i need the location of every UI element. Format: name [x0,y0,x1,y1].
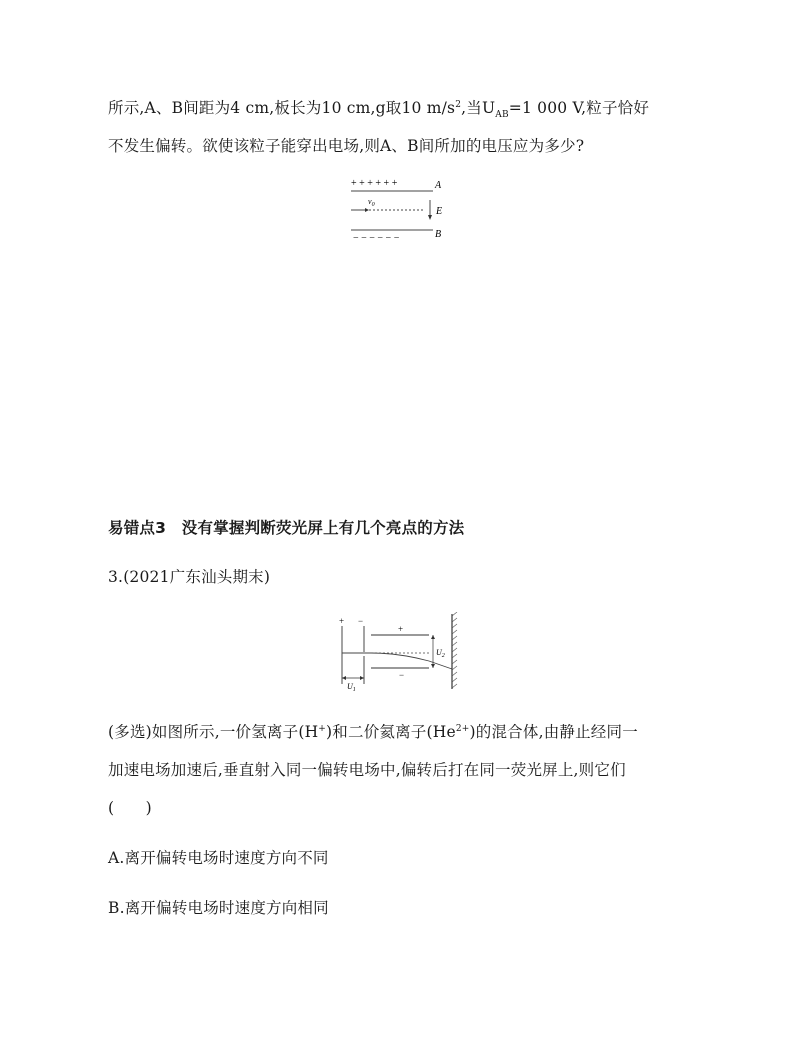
accel-minus: − [358,616,364,626]
plate-b-label: B [435,229,442,240]
option-b: B.离开偏转电场时速度方向相同 [108,899,329,917]
problem3-source: 3.(2021广东汕头期末) [108,568,271,586]
velocity-arrowhead [365,208,369,212]
section-heading: 易错点3 没有掌握判断荧光屏上有几个亮点的方法 [108,519,465,537]
u1-arrowhead-left [342,676,346,680]
parallel-plate-figure [345,173,455,245]
problem3-answer-blank: ( ) [108,799,152,817]
problem2-line1: 所示,A、B间距为4 cm,板长为10 cm,g取10 $m/s^2$,当$U_{AB}=1$ 000 V,粒子恰好 [108,99,650,121]
u2-arrowhead-top [431,635,435,639]
u1-arrowhead-right [360,676,364,680]
plate-a-charges: + + + + + + [351,178,398,189]
accel-plus: + [339,616,345,626]
field-label: E [436,206,443,217]
u1-label: $U_1$ [347,682,356,692]
problem3-stem-line1: (多选)如图所示,一价氢离子(H+)和二价氦离子$(He^{2+})$的混合体,由静止经同一 [108,723,638,741]
plate-b-charges: − − − − − − [353,233,400,244]
field-arrowhead [428,215,432,220]
screen-hatching [452,612,457,688]
deflection-figure [334,612,464,692]
u2-arrowhead-bottom [431,664,435,668]
problem3-stem-line2: 加速电场加速后,垂直射入同一偏转电场中,偏转后打在同一荧光屏上,则它们 [108,761,626,779]
plate-a-label: A [435,180,442,191]
option-a: A.离开偏转电场时速度方向不同 [108,849,329,867]
problem2-line2: 不发生偏转。欲使该粒子能穿出电场,则A、B间所加的电压应为多少? [108,137,585,155]
deflect-plus: + [398,624,404,634]
velocity-label: $v_0$ [368,197,375,208]
deflect-minus: − [399,670,405,680]
u2-label: $U_2$ [436,648,445,659]
